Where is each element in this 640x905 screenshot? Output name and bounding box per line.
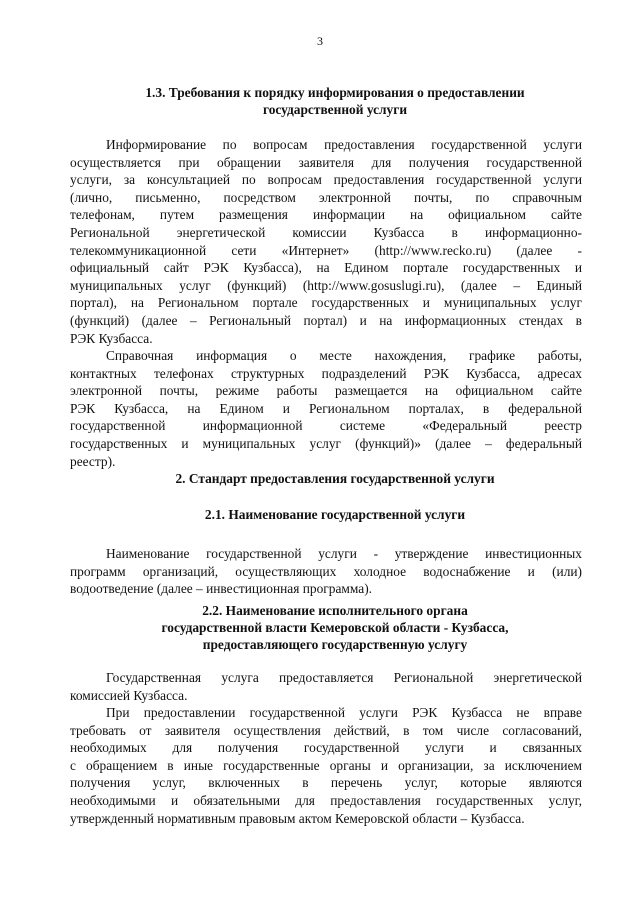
text-line: программ организаций, осуществляющих холодное водоснабжение и (или) <box>70 563 582 579</box>
section-1-3-paragraph-2 <box>70 347 582 470</box>
text-line: Государственная услуга предоставляется Региональной энергетической <box>106 670 582 685</box>
text-line: электронной почты, режиме работы размещается на официальном сайте <box>70 383 582 399</box>
text-line: комиссией Кузбасса. <box>70 687 188 703</box>
section-1-3-heading <box>90 84 580 118</box>
text-line: официальный сайт РЭК Кузбасса), на Едином портале государственных и <box>70 260 582 276</box>
text-line: (функций) (далее – Региональный портал) и на информационных стендах в <box>70 312 582 328</box>
heading-line: государственной услуги <box>262 102 408 117</box>
heading-line: предоставляющего государственную услугу <box>202 637 468 652</box>
text-line: портал), на Региональном портале государственных и муниципальных услуг <box>70 295 582 311</box>
text-line: Справочная информация о месте нахождения, графике работы, <box>106 348 582 363</box>
text-line: (лично, письменно, посредством электронной почты, по справочным <box>70 189 582 205</box>
text-line: получения услуг, включенных в перечень услуг, которые являются <box>70 775 582 791</box>
text-line: телефонам, путем размещения информации на официальном сайте <box>70 207 582 223</box>
text-line: необходимыми и обязательными для предоставления государственных услуг, <box>70 792 582 808</box>
section-2-1-heading <box>90 506 580 523</box>
text-line: услуги, за консультацией по вопросам предоставления государственной услуги <box>70 172 582 188</box>
section-2-1-paragraph <box>70 545 582 598</box>
text-line: телекоммуникационной сети «Интернет» (http://www.recko.ru) (далее - <box>70 242 582 258</box>
section-2-2-heading <box>90 602 580 653</box>
section-2-heading <box>90 470 580 487</box>
text-line: Информирование по вопросам предоставления государственной услуги <box>106 137 582 152</box>
heading-line: государственной власти Кемеровской области - Кузбасса, <box>161 620 509 635</box>
text-line: осуществляется при обращении заявителя для получения государственной <box>70 154 582 170</box>
text-line: необходимых для получения государственной услуги и связанных <box>70 740 582 756</box>
text-line: водоотведение (далее – инвестиционная программа). <box>70 581 373 597</box>
heading-line: 2.2. Наименование исполнительного органа <box>202 603 468 618</box>
heading-line: 2. Стандарт предоставления государственной услуги <box>175 471 495 486</box>
text-line: государственных и муниципальных услуг (функций)» (далее – федеральный <box>70 435 582 451</box>
text-line: контактных телефонах структурных подразделений РЭК Кузбасса, адресах <box>70 365 582 381</box>
section-1-3-paragraph-1 <box>70 136 582 347</box>
text-line: утвержденный нормативным правовым актом Кемеровской области – Кузбасса. <box>70 810 525 826</box>
text-line: муниципальных услуг (функций) (http://www.gosuslugi.ru), (далее – Единый <box>70 277 582 293</box>
section-2-2-paragraph-2 <box>70 704 582 827</box>
text-line: РЭК Кузбасса, на Едином и Региональном порталах, в федеральной <box>70 400 582 416</box>
page-number: 3 <box>317 34 323 48</box>
text-line: Региональной энергетической комиссии Кузбасса в информационно- <box>70 224 582 240</box>
section-2-2-paragraph-1 <box>70 669 582 704</box>
text-line: Наименование государственной услуги - утверждение инвестиционных <box>106 546 582 561</box>
text-line: реестр). <box>70 453 116 469</box>
text-line: РЭК Кузбасса. <box>70 330 153 346</box>
heading-line: 2.1. Наименование государственной услуги <box>204 507 466 522</box>
text-line: При предоставлении государственной услуги РЭК Кузбасса не вправе <box>106 705 582 720</box>
text-line: с обращением в иные государственные органы и организации, за исключением <box>70 757 582 773</box>
text-line: государственной информационной системе «Федеральный реестр <box>70 418 582 434</box>
text-line: требовать от заявителя осуществления действий, в том числе согласований, <box>70 722 582 738</box>
heading-line: 1.3. Требования к порядку информирования о предоставлении <box>145 85 525 100</box>
